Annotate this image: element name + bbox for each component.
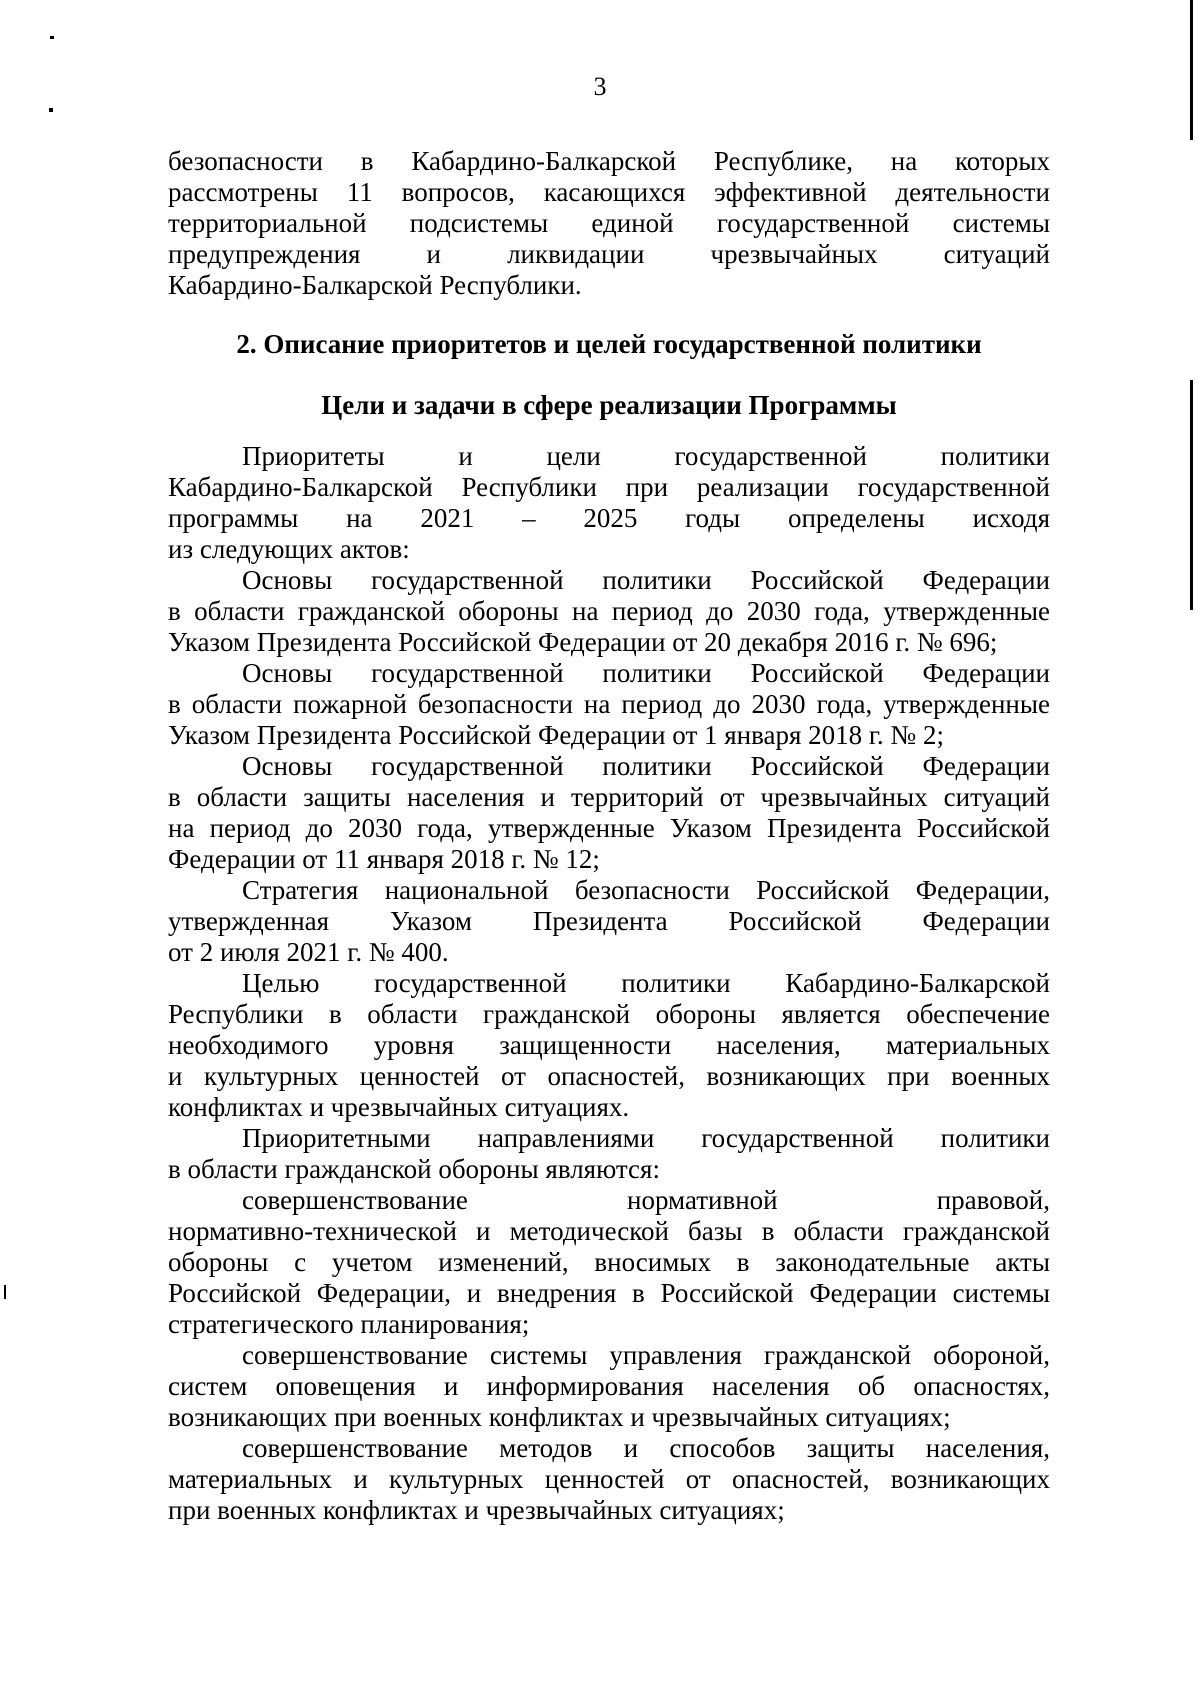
text-line: Российской Федерации, и внедрения в Российской Федерации системы [168,1278,1050,1308]
document-body [168,146,1050,1526]
fire-safety-basis-paragraph [168,658,1050,751]
text-line: материальных и культурных ценностей от опасностей, возникающих [168,1464,1050,1494]
scan-edge-line [1190,0,1193,140]
text-line: совершенствование методов и способов защиты населения, [242,1433,1050,1463]
text-line: Кабардино-Балкарской Республики при реализации государственной [168,472,1050,502]
text-line: из следующих актов: [168,534,410,564]
text-line: территориальной подсистемы единой государственной системы [168,208,1050,238]
section-heading: 2. Описание приоритетов и целей государственной политики [236,329,982,359]
direction-item-protection-methods [168,1433,1050,1526]
page-number: 3 [593,72,607,101]
text-line: Целью государственной политики Кабардино-Балкарской [242,968,1050,998]
text-line: Указом Президента Российской Федерации от 1 января 2018 г. № 2; [168,720,944,750]
text-line: Кабардино-Балкарской Республики. [168,270,582,300]
text-line: Основы государственной политики Российской Федерации [242,565,1050,595]
text-line: в области защиты населения и территорий от чрезвычайных ситуаций [168,782,1050,812]
text-line: совершенствование нормативной правовой, [242,1185,1050,1215]
text-line: Приоритетными направлениями государственной политики [242,1123,1050,1153]
text-line: Республики в области гражданской обороны является обеспечение [168,999,1050,1029]
text-line: безопасности в Кабардино-Балкарской Республике, на которых [168,146,1050,176]
text-line: систем оповещения и информирования населения об опасностях, [168,1371,1050,1401]
text-line: нормативно-технической и методической базы в области гражданской [168,1216,1050,1246]
civil-defense-basis-paragraph [168,565,1050,658]
text-line: на период до 2030 года, утвержденные Указом Президента Российской [168,813,1050,843]
text-line: предупреждения и ликвидации чрезвычайных ситуаций [168,239,1050,269]
text-line: в области пожарной безопасности на период до 2030 года, утвержденные [168,689,1050,719]
text-line: стратегического планирования; [168,1309,530,1339]
text-line: обороны с учетом изменений, вносимых в законодательные акты [168,1247,1050,1277]
text-line: Федерации от 11 января 2018 г. № 12; [168,844,600,874]
text-line: от 2 июля 2021 г. № 400. [168,937,449,967]
text-line: Стратегия национальной безопасности Российской Федерации, [242,875,1050,905]
text-line: программы на 2021 – 2025 годы определены исходя [168,503,1050,533]
scan-dot [4,1285,6,1299]
text-line: возникающих при военных конфликтах и чрезвычайных ситуациях; [168,1402,951,1432]
scan-dot [49,108,53,112]
direction-item-regulatory [168,1185,1050,1340]
text-line: утвержденная Указом Президента Российской Федерации [168,906,1050,936]
direction-item-management [168,1340,1050,1433]
emergency-protection-basis-paragraph [168,751,1050,875]
text-line: совершенствование системы управления гражданской обороной, [242,1340,1050,1370]
text-line: Указом Президента Российской Федерации от 20 декабря 2016 г. № 696; [168,627,998,657]
text-line: Приоритеты и цели государственной политики [242,441,1050,471]
text-line: и культурных ценностей от опасностей, возникающих при военных [168,1061,1050,1091]
security-strategy-paragraph [168,875,1050,968]
scan-edge-line [1190,380,1193,610]
priority-directions-paragraph [168,1123,1050,1185]
text-line: Основы государственной политики Российской Федерации [242,658,1050,688]
policy-goal-paragraph [168,968,1050,1123]
text-line: при военных конфликтах и чрезвычайных ситуациях; [168,1495,785,1525]
text-line: в области гражданской обороны являются: [168,1154,660,1184]
sub-heading: Цели и задачи в сфере реализации Программы [321,390,897,420]
text-line: рассмотрены 11 вопросов, касающихся эффективной деятельности [168,177,1050,207]
text-line: Основы государственной политики Российской Федерации [242,751,1050,781]
text-line: необходимого уровня защищенности населения, материальных [168,1030,1050,1060]
scan-dot [50,36,54,39]
text-line: конфликтах и чрезвычайных ситуациях. [168,1092,630,1122]
intro-paragraph [168,146,1050,301]
priorities-paragraph [168,441,1050,565]
text-line: в области гражданской обороны на период до 2030 года, утвержденные [168,596,1050,626]
